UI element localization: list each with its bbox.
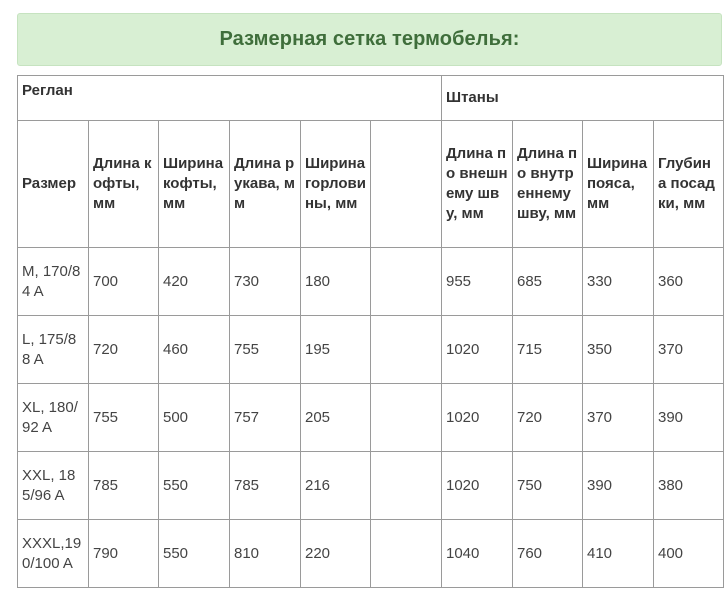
table-row: [18, 452, 724, 520]
cell-top-length: 720: [89, 316, 159, 384]
cell-empty: [371, 520, 442, 588]
group-header-row: [18, 76, 724, 121]
cell-waist-width: 370: [583, 384, 654, 452]
header-rise-depth: Глубина посадки, мм: [654, 121, 724, 248]
cell-rise-depth: 390: [654, 384, 724, 452]
cell-top-width: 550: [159, 520, 230, 588]
cell-size: M, 170/84 A: [18, 248, 89, 316]
header-outer-seam: Длина по внешнему шву, мм: [442, 121, 513, 248]
header-inner-seam: Длина по внутреннему шву, мм: [513, 121, 583, 248]
cell-empty: [371, 384, 442, 452]
cell-sleeve-length: 785: [230, 452, 301, 520]
table-row: [18, 248, 724, 316]
header-top-length: Длина кофты, мм: [89, 121, 159, 248]
cell-waist-width: 330: [583, 248, 654, 316]
cell-outer-seam: 1020: [442, 384, 513, 452]
title-banner: [17, 13, 722, 66]
cell-size: XL, 180/92 A: [18, 384, 89, 452]
cell-sleeve-length: 810: [230, 520, 301, 588]
cell-waist-width: 350: [583, 316, 654, 384]
cell-inner-seam: 720: [513, 384, 583, 452]
cell-empty: [371, 316, 442, 384]
cell-outer-seam: 1040: [442, 520, 513, 588]
cell-sleeve-length: 730: [230, 248, 301, 316]
cell-top-width: 420: [159, 248, 230, 316]
group-raglan: Реглан: [18, 76, 442, 121]
cell-neck-width: 205: [301, 384, 371, 452]
cell-outer-seam: 1020: [442, 316, 513, 384]
cell-rise-depth: 380: [654, 452, 724, 520]
header-size: Размер: [18, 121, 89, 248]
cell-neck-width: 195: [301, 316, 371, 384]
header-waist-width: Ширина пояса, мм: [583, 121, 654, 248]
cell-inner-seam: 760: [513, 520, 583, 588]
header-sleeve-length: Длина рукава, мм: [230, 121, 301, 248]
cell-top-width: 460: [159, 316, 230, 384]
cell-rise-depth: 400: [654, 520, 724, 588]
cell-outer-seam: 1020: [442, 452, 513, 520]
cell-top-width: 500: [159, 384, 230, 452]
cell-inner-seam: 715: [513, 316, 583, 384]
cell-sleeve-length: 755: [230, 316, 301, 384]
size-chart-table: [17, 75, 724, 588]
group-pants: Штаны: [442, 76, 724, 121]
cell-inner-seam: 750: [513, 452, 583, 520]
cell-neck-width: 180: [301, 248, 371, 316]
cell-inner-seam: 685: [513, 248, 583, 316]
page-title: Размерная сетка термобелья:: [219, 28, 520, 50]
cell-neck-width: 220: [301, 520, 371, 588]
cell-top-length: 790: [89, 520, 159, 588]
cell-waist-width: 390: [583, 452, 654, 520]
cell-waist-width: 410: [583, 520, 654, 588]
header-neck-width: Ширина горловины, мм: [301, 121, 371, 248]
cell-top-width: 550: [159, 452, 230, 520]
cell-size: XXXL,190/100 A: [18, 520, 89, 588]
cell-top-length: 700: [89, 248, 159, 316]
cell-empty: [371, 248, 442, 316]
cell-neck-width: 216: [301, 452, 371, 520]
table-row: [18, 316, 724, 384]
cell-outer-seam: 955: [442, 248, 513, 316]
table-row: [18, 384, 724, 452]
cell-rise-depth: 370: [654, 316, 724, 384]
header-top-width: Ширина кофты, мм: [159, 121, 230, 248]
cell-size: XXL, 185/96 A: [18, 452, 89, 520]
cell-top-length: 755: [89, 384, 159, 452]
cell-size: L, 175/88 A: [18, 316, 89, 384]
column-header-row: [18, 121, 724, 248]
cell-top-length: 785: [89, 452, 159, 520]
cell-sleeve-length: 757: [230, 384, 301, 452]
table-row: [18, 520, 724, 588]
header-empty: [371, 121, 442, 248]
cell-empty: [371, 452, 442, 520]
cell-rise-depth: 360: [654, 248, 724, 316]
